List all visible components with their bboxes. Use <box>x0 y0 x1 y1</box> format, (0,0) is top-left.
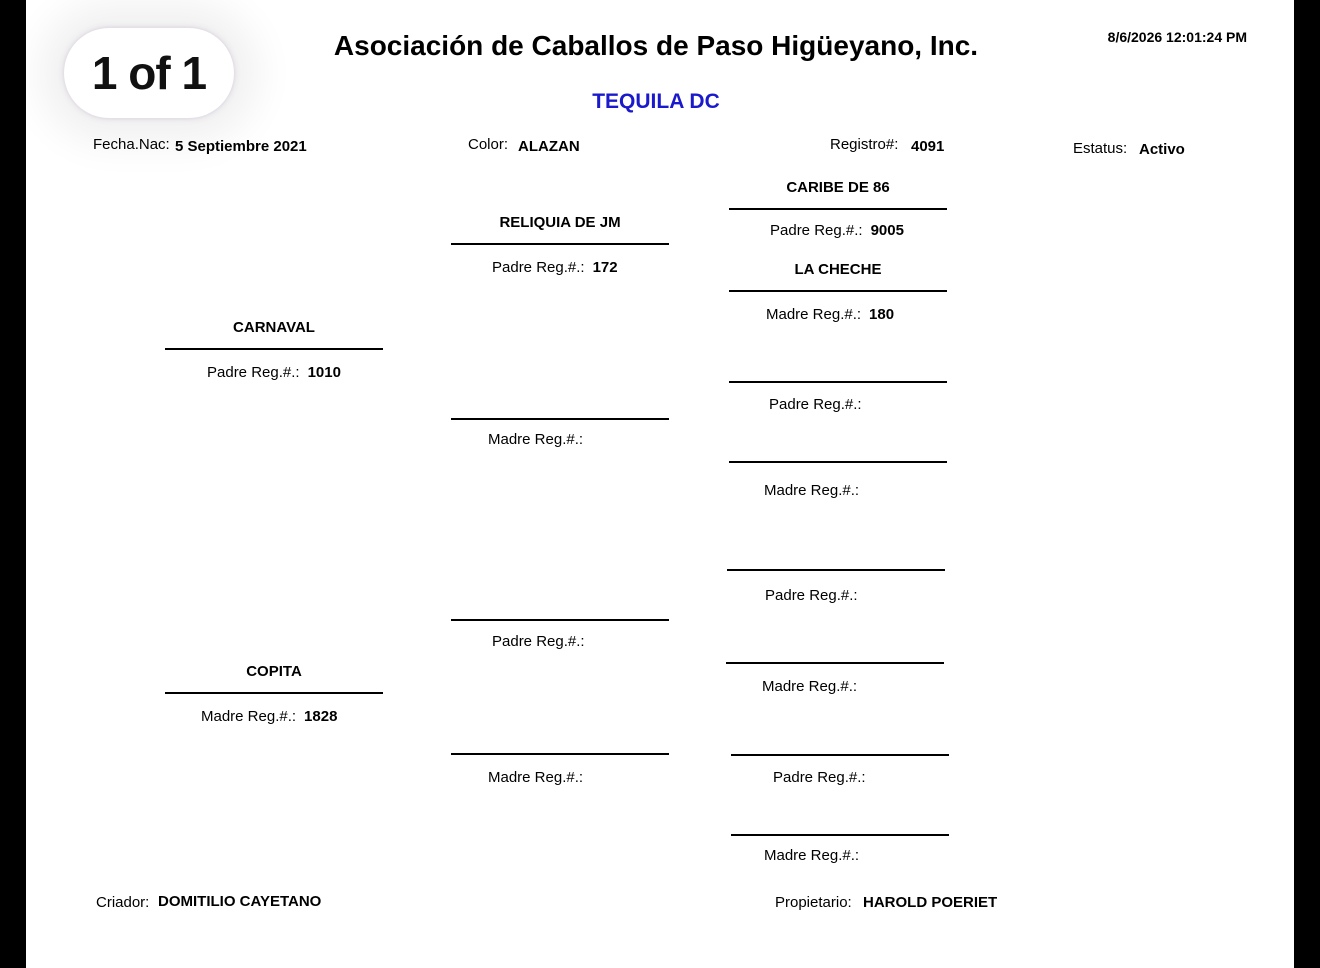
ss-sire-reg-value: 9005 <box>870 222 904 239</box>
fecha-nac-label: Fecha.Nac: <box>93 136 170 153</box>
ss-dam-line <box>729 290 947 292</box>
sire-name: CARNAVAL <box>233 319 315 336</box>
dam-reg-label: Madre Reg.#.: <box>201 708 297 725</box>
dam-dam-reg-label: Madre Reg.#.: <box>488 769 584 786</box>
color-value: ALAZAN <box>518 138 580 155</box>
sire-sire-reg-value: 172 <box>592 259 618 276</box>
criador-value: DOMITILIO CAYETANO <box>158 893 322 910</box>
ds-sire-reg-label: Padre Reg.#.: <box>765 587 858 604</box>
ds-sire-line <box>727 569 945 571</box>
ds-dam-line <box>726 662 944 664</box>
sd-dam-reg <box>764 482 867 499</box>
ss-sire-reg <box>770 222 904 239</box>
sire-reg <box>207 364 341 381</box>
ss-dam-reg-value: 180 <box>869 306 895 323</box>
dd-dam-reg <box>764 847 867 864</box>
registro-label: Registro#: <box>830 136 899 153</box>
sd-dam-line <box>729 461 947 463</box>
ss-dam-reg <box>766 306 894 323</box>
dam-sire-line <box>451 619 669 621</box>
ds-dam-reg <box>762 678 865 695</box>
dam-name: COPITA <box>246 663 302 680</box>
propietario-value: HAROLD POERIET <box>863 894 998 911</box>
dam-sire-reg <box>492 633 593 650</box>
sire-dam-reg <box>488 431 591 448</box>
sire-dam-line <box>451 418 669 420</box>
registro-value: 4091 <box>911 138 945 155</box>
dam-dam-reg <box>488 769 591 786</box>
estatus-label: Estatus: <box>1073 140 1128 157</box>
dam-sire-reg-label: Padre Reg.#.: <box>492 633 585 650</box>
page-indicator: 1 of 1 <box>64 28 234 118</box>
sd-sire-reg-label: Padre Reg.#.: <box>769 396 862 413</box>
ss-dam-name: LA CHECHE <box>794 261 882 278</box>
sire-line <box>165 348 383 350</box>
report-timestamp: 8/6/2026 12:01:24 PM <box>1107 29 1247 45</box>
color-label: Color: <box>468 136 509 153</box>
dd-dam-reg-label: Madre Reg.#.: <box>764 847 860 864</box>
ss-sire-reg-label: Padre Reg.#.: <box>770 222 863 239</box>
report-title: Asociación de Caballos de Paso Higüeyano, Inc. <box>333 30 979 61</box>
horse-name: TEQUILA DC <box>592 90 720 113</box>
dd-dam-line <box>731 834 949 836</box>
sire-reg-value: 1010 <box>307 364 341 381</box>
dd-sire-reg <box>773 769 874 786</box>
sire-sire-reg <box>492 259 618 276</box>
dam-reg-value: 1828 <box>304 708 338 725</box>
estatus-value: Activo <box>1139 141 1185 158</box>
ds-dam-reg-label: Madre Reg.#.: <box>762 678 858 695</box>
ss-dam-reg-label: Madre Reg.#.: <box>766 306 862 323</box>
dam-line <box>165 692 383 694</box>
fecha-nac-value: 5 Septiembre 2021 <box>175 138 307 155</box>
sd-sire-reg <box>769 396 870 413</box>
sire-sire-reg-label: Padre Reg.#.: <box>492 259 585 276</box>
ss-sire-line <box>729 208 947 210</box>
dd-sire-line <box>731 754 949 756</box>
ds-sire-reg <box>765 587 866 604</box>
ss-sire-name: CARIBE DE 86 <box>786 179 890 196</box>
propietario-label: Propietario: <box>775 894 852 911</box>
dam-reg <box>201 708 337 725</box>
sd-dam-reg-label: Madre Reg.#.: <box>764 482 860 499</box>
sd-sire-line <box>729 381 947 383</box>
dam-dam-line <box>451 753 669 755</box>
criador-label: Criador: <box>96 894 150 911</box>
sire-reg-label: Padre Reg.#.: <box>207 364 300 381</box>
sire-sire-name: RELIQUIA DE JM <box>499 214 621 231</box>
sire-dam-reg-label: Madre Reg.#.: <box>488 431 584 448</box>
dd-sire-reg-label: Padre Reg.#.: <box>773 769 866 786</box>
report-page <box>26 0 1294 968</box>
sire-sire-line <box>451 243 669 245</box>
